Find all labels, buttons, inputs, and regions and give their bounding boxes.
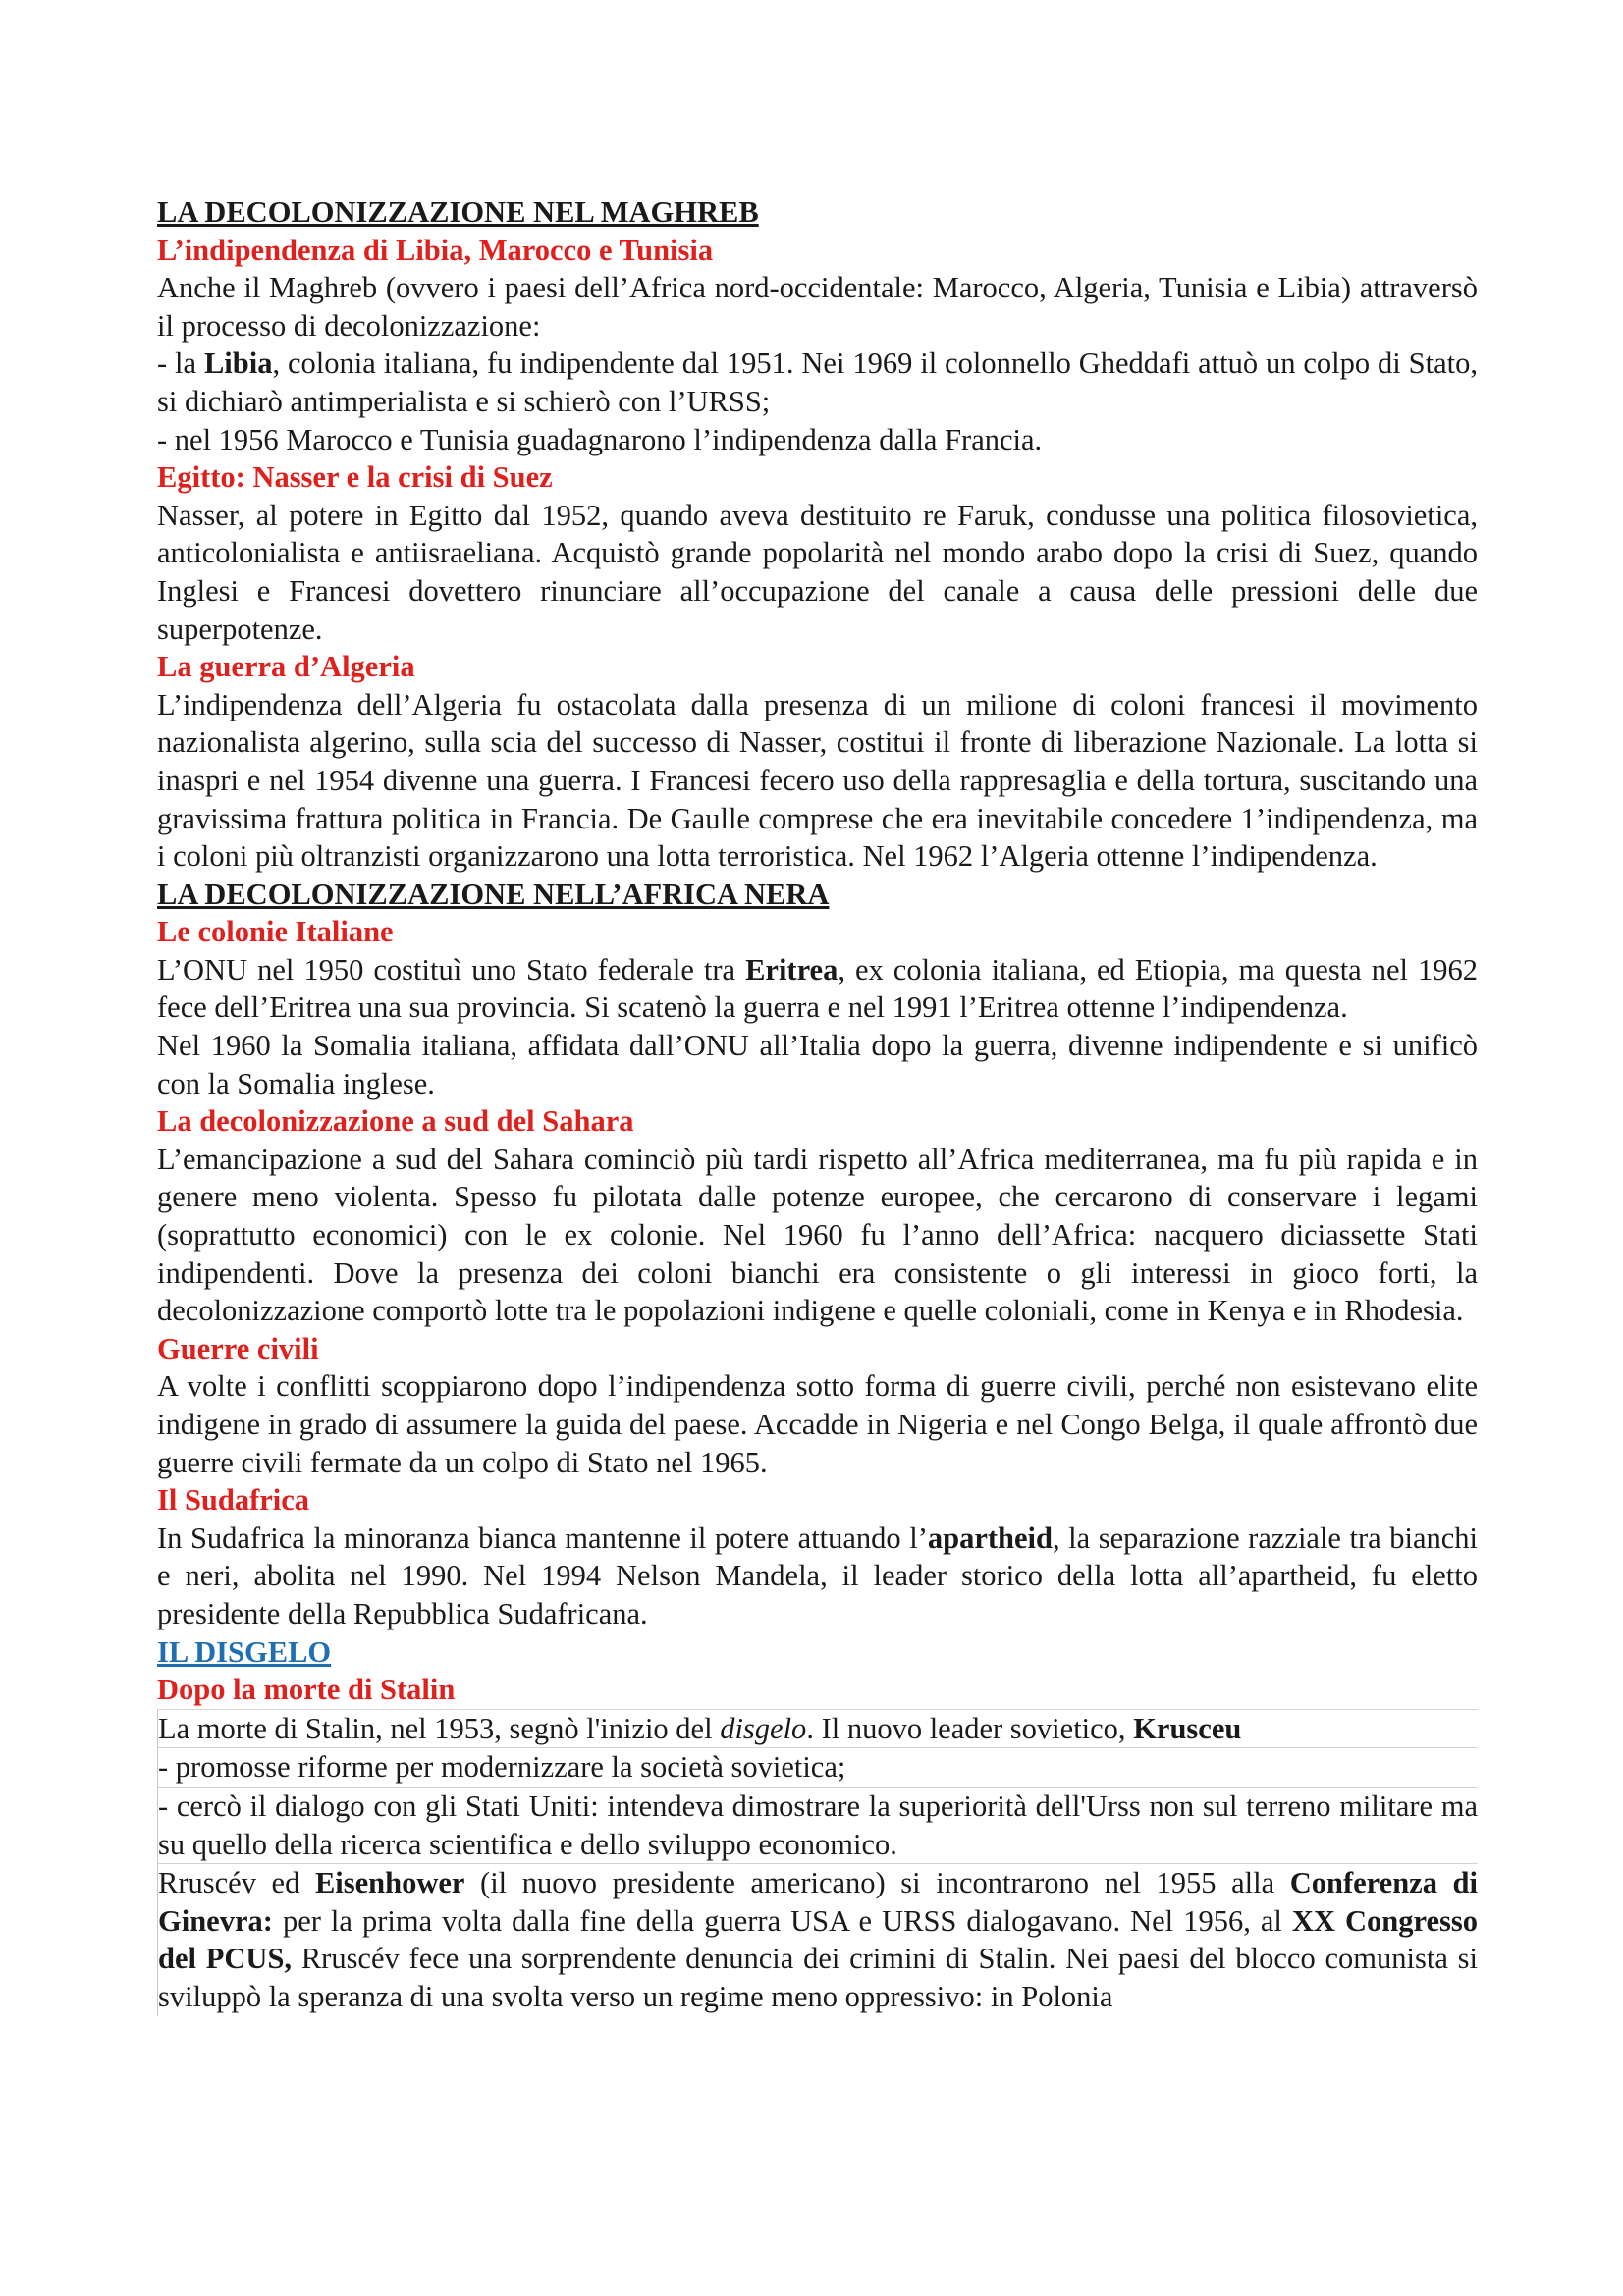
table-block-ginevra bbox=[157, 1864, 1478, 2015]
section-title-disgelo-link[interactable]: IL DISGELO bbox=[157, 1634, 332, 1669]
paragraph-algeria: L’indipendenza dell’Algeria fu ostacolata dalla presenza di un milione di coloni francesi il movimento nazionalista algerino, sulla scia del successo di Nasser, costitui il fronte di liberazione Nazionale. La lotta si inaspri e nel 1954 divenne una guerra. I Francesi fecero uso della rappresaglia e della tortura, suscitando una gravissima frattura politica in Francia. De Gaulle comprese che era inevitabile concedere 1’indipendenza, ma i coloni più oltranzisti organizzarono una lotta terroristica. Nel 1962 l’Algeria ottenne l’indipendenza. bbox=[157, 687, 1478, 874]
bold-conferenza-ginevra: Conferenza di Ginevra: bbox=[158, 1866, 1478, 1938]
bold-libia: Libia bbox=[203, 347, 273, 381]
text: La morte di Stalin, nel 1953, segnò l'inizio del bbox=[158, 1711, 721, 1745]
paragraph-ginevra bbox=[158, 1864, 1478, 2015]
paragraph-sudafrica bbox=[157, 1520, 1478, 1633]
bold-xx-congresso: XX Congresso del PCUS, bbox=[158, 1903, 1478, 1976]
paragraph-somalia: Nel 1960 la Somalia italiana, affidata dall’ONU all’Italia dopo la guerra, divenne indipendente e si unificò con la Somalia inglese. bbox=[157, 1029, 1478, 1100]
paragraph-sud-sahara: L’emancipazione a sud del Sahara cominciò più tardi rispetto all’Africa mediterranea, ma fu più rapida e in genere meno violenta. Spesso fu pilotata dalle potenze europee, che cercarono di conservare i legami (soprattutto economici) con le ex colonie. Nel 1960 fu l’anno dell’Africa: nacquero diciassette Stati indipendenti. Dove la presenza dei coloni bianchi era consistente o gli interessi in gioco forti, la decolonizzazione comportò lotte tra le popolazioni indigene e quelle coloniali, come in Kenya e in Rhodesia. bbox=[157, 1142, 1478, 1328]
subheading-egitto-nasser: Egitto: Nasser e la crisi di Suez bbox=[157, 460, 553, 495]
section-title-africa-nera: LA DECOLONIZZAZIONE NELL’AFRICA NERA bbox=[157, 877, 830, 911]
text: per la prima volta dalla fine della guerra USA e URSS dialogavano. Nel 1956, al bbox=[272, 1903, 1292, 1938]
bold-eisenhower: Eisenhower bbox=[314, 1866, 465, 1900]
text: , la separazione razziale tra bianchi e neri, abolita nel 1990. Nel 1994 Nelson Mandela, il leader storico della lotta all’apartheid, fu eletto presidente della Repubblica Sudafricana. bbox=[157, 1521, 1479, 1630]
document-page bbox=[157, 193, 1478, 2016]
text: (il nuovo presidente americano) si incontrarono nel 1955 alla bbox=[464, 1866, 1290, 1900]
section-title-maghreb: LA DECOLONIZZAZIONE NEL MAGHREB bbox=[157, 195, 759, 229]
subheading-guerra-algeria: La guerra d’Algeria bbox=[157, 650, 415, 684]
text: Rruscév fece una sorprendente denuncia dei crimini di Stalin. Nei paesi del blocco comunista si sviluppò la speranza di una svolta verso un regime meno oppressivo: in Polonia bbox=[158, 1942, 1478, 2013]
paragraph-maghreb-intro: Anche il Maghreb (ovvero i paesi dell’Africa nord-occidentale: Marocco, Algeria, Tunisia e Libia) attraversò il processo di decolonizzazione: bbox=[157, 271, 1478, 343]
bold-krusceu: Krusceu bbox=[1133, 1711, 1242, 1745]
text: , colonia italiana, fu indipendente dal 1951. Nei 1969 il colonnello Gheddafi attuò un colpo di Stato, si dichiarò antimperialista e si schierò con l’URSS; bbox=[157, 347, 1478, 418]
subheading-libia-marocco-tunisia: L’indipendenza di Libia, Marocco e Tunisia bbox=[157, 233, 714, 267]
paragraph-libia bbox=[157, 345, 1478, 420]
subheading-sudafrica: Il Sudafrica bbox=[157, 1483, 310, 1518]
subheading-colonie-italiane: Le colonie Italiane bbox=[157, 915, 394, 949]
subheading-sud-sahara: La decolonizzazione a sud del Sahara bbox=[157, 1104, 634, 1139]
bold-apartheid: apartheid bbox=[927, 1521, 1053, 1555]
text: L’ONU nel 1950 costituì uno Stato federale tra bbox=[157, 952, 746, 987]
subheading-morte-stalin: Dopo la morte di Stalin bbox=[157, 1673, 456, 1707]
paragraph-nasser: Nasser, al potere in Egitto dal 1952, quando aveva destituito re Faruk, condusse una politica filosovietica, anticolonialista e antiisraeliana. Acquistò grande popolarità nel mondo arabo dopo la crisi di Suez, quando Inglesi e Francesi dovettero rinunciare all’occupazione del canale a causa delle pressioni delle due superpotenze. bbox=[157, 498, 1478, 646]
subheading-guerre-civili: Guerre civili bbox=[157, 1331, 319, 1365]
line-morte-stalin bbox=[158, 1710, 1478, 1749]
text: . Il nuovo leader sovietico, bbox=[806, 1711, 1134, 1745]
line-dialogo-usa: - cercò il dialogo con gli Stati Uniti: intendeva dimostrare la superiorità dell'Urss non sul terreno militare ma su quello della ricerca scientifica e dello sviluppo economico. bbox=[158, 1788, 1478, 1864]
paragraph-eritrea bbox=[157, 951, 1478, 1027]
italic-disgelo: disgelo bbox=[720, 1711, 807, 1745]
text: Rruscév ed bbox=[158, 1866, 315, 1900]
paragraph-guerre-civili: A volte i conflitti scoppiarono dopo l’indipendenza sotto forma di guerre civili, perché non esistevano elite indigene in grado di assumere la guida del paese. Accadde in Nigeria e nel Congo Belga, il quale affrontò due guerre civili fermate da un colpo di Stato nel 1965. bbox=[157, 1369, 1478, 1479]
text: - la bbox=[157, 347, 204, 381]
table-block-krusceu bbox=[157, 1709, 1478, 1864]
bold-eritrea: Eritrea bbox=[745, 952, 839, 987]
text: In Sudafrica la minoranza bianca mantenne il potere attuando l’ bbox=[157, 1521, 928, 1555]
text: , ex colonia italiana, ed Etiopia, ma questa nel 1962 fece dell’Eritrea una sua provincia. Si scatenò la guerra e nel 1991 l’Eritrea ottenne l’indipendenza. bbox=[157, 952, 1479, 1025]
paragraph-marocco-tunisia: - nel 1956 Marocco e Tunisia guadagnarono l’indipendenza dalla Francia. bbox=[157, 422, 1043, 456]
line-riforme: - promosse riforme per modernizzare la società sovietica; bbox=[158, 1748, 1478, 1788]
